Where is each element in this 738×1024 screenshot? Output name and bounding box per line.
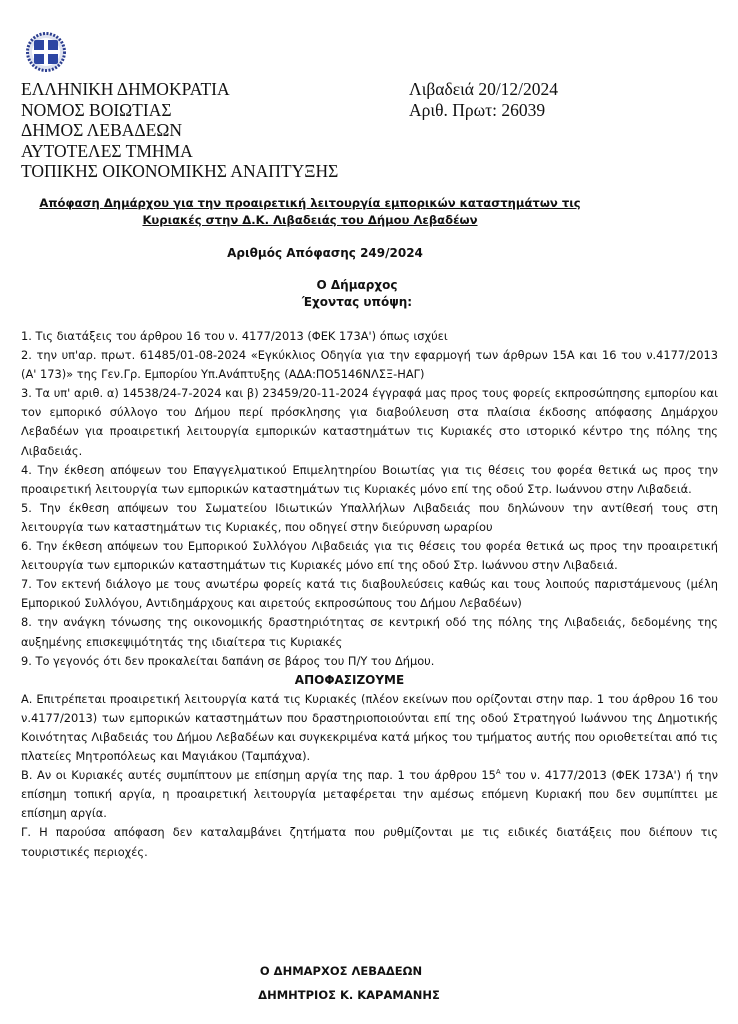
decision-clause-a: Α. Επιτρέπεται προαιρετική λειτουργία κατά τις Κυριακές (πλέον εκείνων που ορίζονται στην παρ. 1 του άρθρου 16 του ν.4177/2013) των εμπορικών καταστημάτων που δραστηριοποιούνται επί της οδού Στρατηγού Ιωάννου της Δημοτικής Κοινότητας Λιβαδειάς του Δήμου Λεβαδέων και συγκεκριμένα κατά μήκος του τμήματος αυτής που οριοθετείται από τις πλατείες Μητροπόλεως και Μαγιάκου (Ταμπάχνα). bbox=[21, 691, 718, 764]
place-date: Λιβαδειά 20/12/2024 bbox=[409, 79, 559, 99]
mayor-heading: Ο Δήμαρχος bbox=[316, 278, 398, 292]
decision-clause-c: Γ. Η παρούσα απόφαση δεν καταλαμβάνει ζητήματα που ρυθμίζονται με τις ειδικές διατάξεις που διέπουν τις τουριστικές περιοχές. bbox=[21, 825, 718, 859]
greek-coat-of-arms-icon bbox=[26, 32, 66, 72]
clause-b-text: Β. Αν οι Κυριακές αυτές συμπίπτουν με επίσημη αργία της παρ. 1 του άρθρου 15 bbox=[21, 768, 496, 783]
consideration-item: 5. Την έκθεση απόψεων του Σωματείου Ιδιωτικών Υπαλλήλων Λιβαδειάς που δηλώνουν την αντίθεσή τους στη λειτουργία των καταστημάτων τις Κυριακές, που οδηγεί στην διεύρυνση ωραρίου bbox=[21, 500, 718, 534]
subject-line-2: Κυριακές στην Δ.Κ. Λιβαδειάς του Δήμου Λεβαδέων bbox=[142, 213, 478, 227]
authority-line: ΕΛΛΗΝΙΚΗ ΔΗΜΟΚΡΑΤΙΑ bbox=[21, 79, 230, 99]
document-reference bbox=[409, 79, 558, 120]
consideration-item: 3. Τα υπ' αριθ. α) 14538/24-7-2024 και β) 23459/20-11-2024 έγγραφά μας προς τους φορείς εκπροσώπησης εμπορίου και τον εμπορικό σύλλογο του Δήμου περί πρόσκλησης για διαβούλευση στα πλαίσια έκδοσης απόφασης Δημάρχου Λεβαδέων για προαιρετική λειτουργία εμπορικών καταστημάτων τις Κυριακές στο ιστορικό κέντρο της πόλης της Λιβαδειάς. bbox=[21, 386, 718, 458]
decision-clause-b bbox=[21, 766, 718, 823]
document-body bbox=[21, 327, 718, 862]
considering-heading: Έχοντας υπόψη: bbox=[301, 295, 413, 309]
mayor-heading-block bbox=[0, 277, 726, 311]
resolve-heading: ΑΠΟΦΑΣΙΖΟΥΜΕ bbox=[294, 672, 405, 687]
consideration-item: 4. Την έκθεση απόψεων του Επαγγελματικού Επιμελητηρίου Βοιωτίας για τις θέσεις του φορέα θετικά ως προς την προαιρετική λειτουργία των εμπορικών καταστημάτων τις Κυριακές μόνο επί της οδού Στρ. Ιωάννου στην Λιβαδειά. bbox=[21, 462, 718, 496]
authority-line: ΔΗΜΟΣ ΛΕΒΑΔΕΩΝ bbox=[21, 120, 182, 140]
protocol-number: Αριθ. Πρωτ: 26039 bbox=[409, 99, 546, 120]
subject-line-1: Απόφαση Δημάρχου για την προαιρετική λειτουργία εμπορικών καταστημάτων τις bbox=[39, 196, 581, 210]
consideration-item: 8. την ανάγκη τόνωσης της οικονομικής δραστηριότητας σε κεντρική οδό της πόλης της Λιβαδειάς, δεδομένης της αυξημένης επισκεψιμότητάς της ιδιαίτερα τις Κυριακές bbox=[21, 615, 718, 649]
consideration-item: 1. Τις διατάξεις του άρθρου 16 του ν. 4177/2013 (ΦΕΚ 173Α') όπως ισχύει bbox=[21, 329, 448, 343]
consideration-item: 6. Την έκθεση απόψεων του Εμπορικού Συλλόγου Λιβαδειάς για τις θέσεις του φορέα θετικά ως προς την προαιρετική λειτουργία των εμπορικών καταστημάτων τις Κυριακές μόνο επί της οδού Στρ. Ιωάννου στην Λιβαδειά. bbox=[21, 539, 718, 573]
decision-number: Αριθμός Απόφασης 249/2024 bbox=[227, 246, 423, 260]
consideration-item: 7. Τον εκτενή διάλογο με τους ανωτέρω φορείς κατά τις διαβουλεύσεις καθώς και τους λοιπούς παριστάμενους (μέλη Εμπορικού Συλλόγου, Αντιδημάρχους και αιρετούς εκπροσώπους του Δήμου Λεβαδέων) bbox=[21, 577, 718, 611]
issuing-authority bbox=[21, 79, 338, 182]
signature-name: ΔΗΜΗΤΡΙΟΣ Κ. ΚΑΡΑΜΑΝΗΣ bbox=[258, 988, 440, 1002]
authority-line: ΑΥΤΟΤΕΛΕΣ ΤΜΗΜΑ bbox=[21, 140, 193, 161]
authority-line: ΤΟΠΙΚΗΣ ΟΙΚΟΝΟΜΙΚΗΣ ΑΝΑΠΤΥΞΗΣ bbox=[21, 161, 339, 181]
clause-b-superscript: Α bbox=[495, 768, 501, 777]
signature-title: Ο ΔΗΜΑΡΧΟΣ ΛΕΒΑΔΕΩΝ bbox=[259, 964, 423, 978]
clause-b-text-cont: του ν. 4177/2013 (ΦΕΚ 173Α') ή την επίσημη τοπική αργία, η προαιρετική λειτουργία μεταφέρεται την αμέσως επόμενη Κυριακή που δεν συμπίπτει με επίσημη αργία. bbox=[21, 768, 718, 821]
consideration-item: 9. Το γεγονός ότι δεν προκαλείται δαπάνη σε βάρος του Π/Υ του Δήμου. bbox=[21, 653, 435, 668]
consideration-item: 2. την υπ'αρ. πρωτ. 61485/01-08-2024 «Εγκύκλιος Οδηγία για την εφαρμογή των άρθρων 15Α και 16 του ν.4177/2013 (Α' 173)» της Γεν.Γρ. Εμπορίου Υπ.Ανάπτυξης (ΑΔΑ:ΠΟ5146ΝΛΣΞ-ΗΑΓ) bbox=[21, 348, 718, 382]
authority-line: ΝΟΜΟΣ ΒΟΙΩΤΙΑΣ bbox=[21, 99, 172, 120]
document-subject bbox=[0, 195, 738, 229]
